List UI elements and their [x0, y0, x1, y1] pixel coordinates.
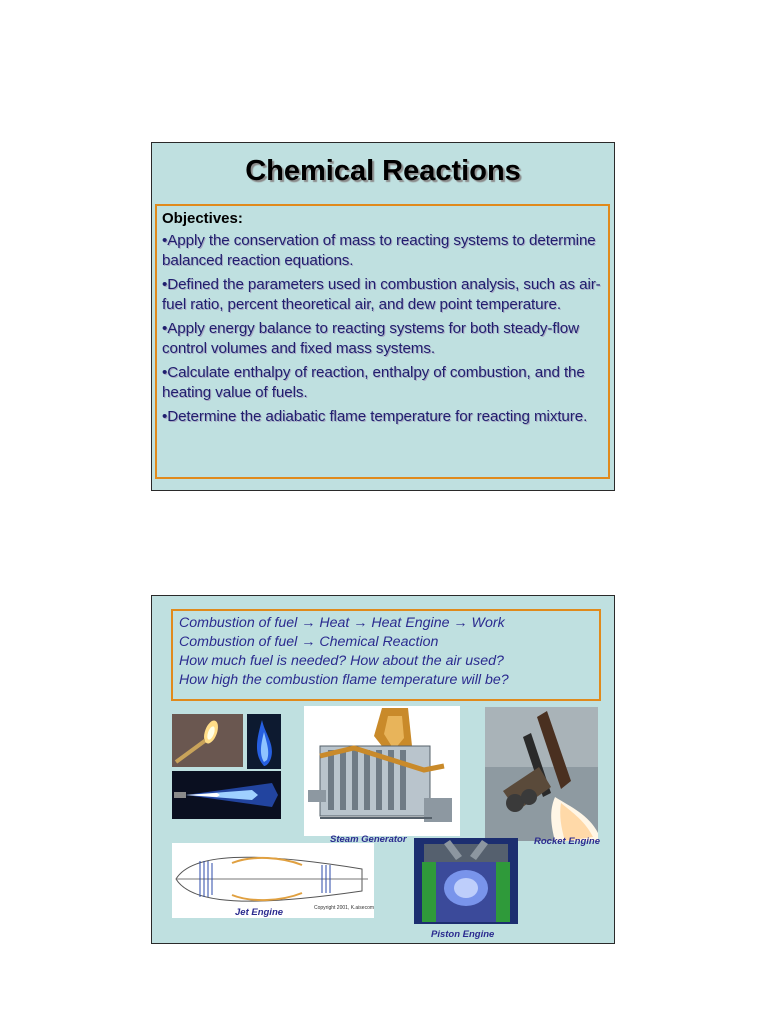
piston-engine-image — [414, 838, 518, 924]
slide-objectives — [151, 142, 615, 491]
caption-rocket-engine: Rocket Engine — [534, 836, 600, 847]
torch-flame-image — [172, 771, 281, 819]
copyright-text: Copyright 2001, K.aisecom — [314, 905, 374, 911]
caption-steam-generator: Steam Generator — [330, 834, 407, 845]
objective-item: •Apply energy balance to reacting systems for both steady-flow control volumes and fixed mass systems. — [162, 320, 579, 357]
blue-flame-image — [247, 714, 281, 769]
question-line: Combustion of fuel → Heat → Heat Engine → Work — [179, 615, 505, 631]
objective-item: •Determine the adiabatic flame temperature for reacting mixture. — [162, 408, 588, 425]
objective-item: •Calculate enthalpy of reaction, enthalpy of combustion, and the heating value of fuels. — [162, 364, 585, 401]
caption-piston-engine: Piston Engine — [431, 929, 495, 940]
steam-generator-image — [304, 706, 460, 836]
objective-item: •Apply the conservation of mass to reacting systems to determine balanced reaction equations. — [162, 232, 596, 269]
question-line: Combustion of fuel → Chemical Reaction — [179, 634, 439, 650]
objective-item: •Defined the parameters used in combustion analysis, such as air-fuel ratio, percent theoretical air, and dew point temperature. — [162, 276, 601, 313]
combustion-questions-box — [171, 609, 601, 701]
question-line: How much fuel is needed? How about the air used? — [179, 653, 504, 669]
objectives-box — [155, 204, 610, 479]
slide-title: Chemical Reactions — [245, 155, 521, 187]
rocket-engine-image — [485, 707, 598, 841]
question-line: How high the combustion flame temperature will be? — [179, 672, 509, 688]
caption-jet-engine: Jet Engine — [235, 907, 284, 918]
slide-combustion — [151, 595, 615, 944]
objectives-heading: Objectives: — [162, 210, 243, 227]
match-flame-image — [172, 714, 243, 767]
